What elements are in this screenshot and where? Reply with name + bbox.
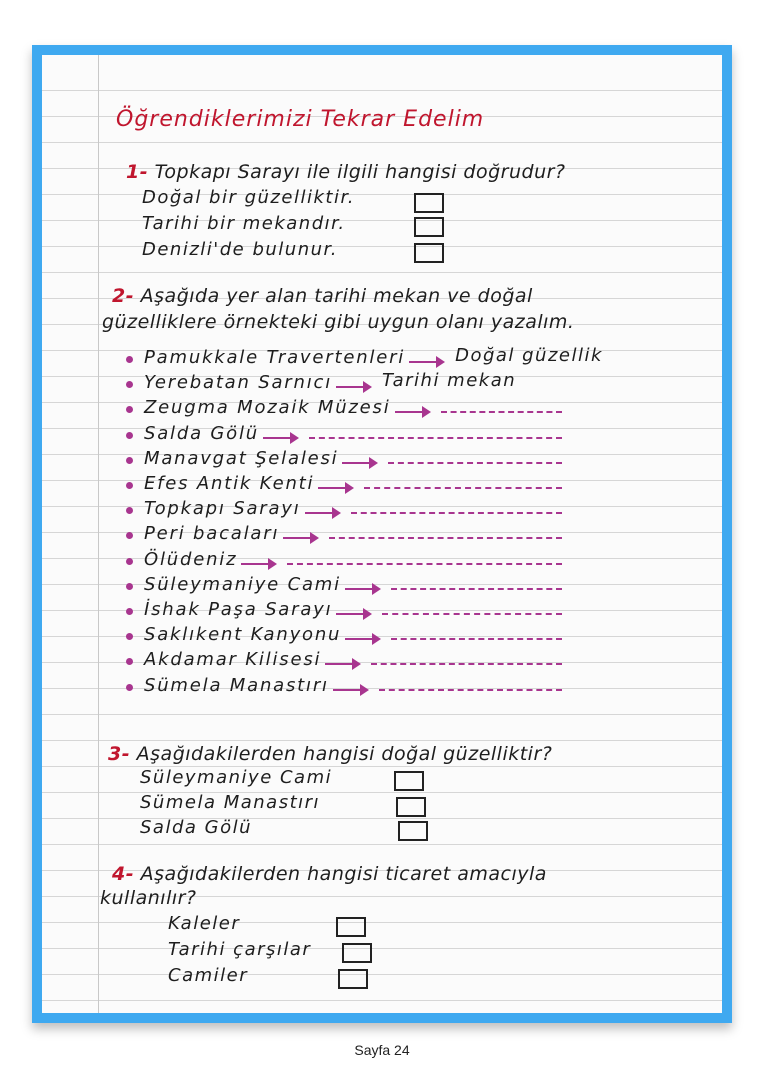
q2-item-label: Efes Antik Kenti bbox=[144, 473, 315, 494]
q4-option-3: Camiler bbox=[168, 965, 249, 986]
q4-checkbox-1[interactable] bbox=[336, 917, 366, 937]
q2-list-item bbox=[42, 624, 722, 649]
page-frame bbox=[32, 45, 732, 1023]
q1-checkbox-1[interactable] bbox=[414, 193, 444, 213]
q2-item-answer: Tarihi mekan bbox=[382, 370, 517, 392]
q2-item-label: Yerebatan Sarnıcı bbox=[144, 372, 333, 394]
answer-blank[interactable] bbox=[379, 689, 562, 693]
q2-item-label: Manavgat Şelalesi bbox=[144, 447, 339, 469]
q2-list-item bbox=[42, 448, 722, 473]
q2-item-label: Peri bacaları bbox=[144, 523, 280, 545]
question-4-text-line1: Aşağıdakilerden hangisi ticaret amacıyla bbox=[140, 863, 547, 885]
q3-checkbox-3[interactable] bbox=[398, 821, 428, 841]
page-number: Sayfa 24 bbox=[354, 1042, 410, 1058]
q1-checkbox-2[interactable] bbox=[414, 217, 444, 237]
q2-item-label: Süleymaniye Cami bbox=[144, 573, 341, 595]
q3-option-2: Sümela Manastırı bbox=[140, 792, 321, 813]
q2-list-item bbox=[42, 599, 722, 624]
q2-list-item bbox=[42, 423, 722, 448]
bullet-icon bbox=[126, 482, 133, 489]
bullet-icon bbox=[126, 457, 133, 464]
question-4-number: 4- bbox=[112, 863, 135, 885]
answer-blank[interactable] bbox=[287, 563, 562, 567]
arrow-right-icon bbox=[342, 462, 376, 464]
q2-item-label: Akdamar Kilisesi bbox=[144, 649, 322, 671]
arrow-right-icon bbox=[336, 386, 370, 388]
answer-blank[interactable] bbox=[391, 638, 562, 642]
bullet-icon bbox=[126, 684, 133, 691]
q2-item-label: Ölüdeniz bbox=[144, 548, 238, 570]
q2-item-label: Salda Gölü bbox=[144, 422, 260, 444]
q1-option-1: Doğal bir güzelliktir. bbox=[142, 187, 355, 208]
q2-item-label: Saklıkent Kanyonu bbox=[144, 624, 342, 646]
arrow-right-icon bbox=[325, 663, 359, 665]
worksheet-title: Öğrendiklerimizi Tekrar Edelim bbox=[116, 107, 485, 132]
question-1-text: Topkapı Sarayı ile ilgili hangisi doğrudur? bbox=[154, 161, 566, 183]
bullet-icon bbox=[126, 507, 133, 514]
arrow-right-icon bbox=[336, 613, 370, 615]
answer-blank[interactable] bbox=[364, 487, 562, 491]
q2-item-label: Sümela Manastırı bbox=[144, 674, 329, 696]
bullet-icon bbox=[126, 583, 133, 590]
q3-checkbox-1[interactable] bbox=[394, 771, 424, 791]
q3-option-1: Süleymaniye Cami bbox=[140, 767, 333, 788]
q4-checkbox-3[interactable] bbox=[338, 969, 368, 989]
answer-blank[interactable] bbox=[309, 437, 562, 441]
answer-blank[interactable] bbox=[371, 663, 562, 667]
notebook-paper bbox=[42, 55, 722, 1013]
bullet-icon bbox=[126, 406, 133, 413]
q2-item-label: İshak Paşa Sarayı bbox=[144, 599, 333, 620]
bullet-icon bbox=[126, 558, 133, 565]
arrow-right-icon bbox=[409, 361, 443, 363]
question-2-number: 2- bbox=[112, 285, 135, 307]
answer-blank[interactable] bbox=[441, 411, 562, 415]
q2-item-label: Pamukkale Travertenleri bbox=[144, 347, 406, 368]
q3-checkbox-2[interactable] bbox=[396, 797, 426, 817]
arrow-right-icon bbox=[263, 437, 297, 439]
arrow-right-icon bbox=[283, 537, 317, 539]
arrow-right-icon bbox=[318, 487, 352, 489]
q2-list-item bbox=[42, 372, 722, 397]
q2-list-item bbox=[42, 397, 722, 422]
q2-item-answer: Doğal güzellik bbox=[455, 345, 603, 366]
q1-checkbox-3[interactable] bbox=[414, 243, 444, 263]
q4-option-2: Tarihi çarşılar bbox=[168, 939, 312, 960]
arrow-right-icon bbox=[241, 563, 275, 565]
answer-blank[interactable] bbox=[391, 588, 562, 592]
arrow-right-icon bbox=[345, 638, 379, 640]
bullet-icon bbox=[126, 356, 133, 363]
arrow-right-icon bbox=[333, 689, 367, 691]
question-3-text: Aşağıdakilerden hangisi doğal güzelliktir? bbox=[136, 743, 553, 765]
answer-blank[interactable] bbox=[388, 462, 562, 466]
q2-list-item bbox=[42, 347, 722, 372]
question-4-text-line2: kullanılır? bbox=[100, 887, 197, 909]
question-2-text-line1: Aşağıda yer alan tarihi mekan ve doğal bbox=[140, 285, 533, 307]
q4-checkbox-2[interactable] bbox=[342, 943, 372, 963]
bullet-icon bbox=[126, 532, 133, 539]
q2-list-item bbox=[42, 549, 722, 574]
arrow-right-icon bbox=[305, 512, 339, 514]
q2-list-item bbox=[42, 649, 722, 674]
question-1-number: 1- bbox=[126, 161, 149, 183]
bullet-icon bbox=[126, 381, 133, 388]
q2-item-label: Topkapı Sarayı bbox=[144, 498, 301, 520]
question-2-text-line2: güzelliklere örnekteki gibi uygun olanı yazalım. bbox=[102, 311, 575, 333]
q2-list-item bbox=[42, 574, 722, 599]
arrow-right-icon bbox=[345, 588, 379, 590]
answer-blank[interactable] bbox=[351, 512, 562, 516]
question-2-line1 bbox=[112, 285, 533, 307]
bullet-icon bbox=[126, 608, 133, 615]
q1-option-2: Tarihi bir mekandır. bbox=[142, 213, 346, 234]
q2-list-item bbox=[42, 473, 722, 498]
arrow-right-icon bbox=[395, 411, 429, 413]
q1-option-3: Denizli'de bulunur. bbox=[142, 239, 338, 260]
q2-list-item bbox=[42, 523, 722, 548]
bullet-icon bbox=[126, 432, 133, 439]
question-1 bbox=[126, 161, 566, 183]
question-3-number: 3- bbox=[108, 743, 131, 765]
bullet-icon bbox=[126, 658, 133, 665]
q2-list-item bbox=[42, 498, 722, 523]
q4-option-1: Kaleler bbox=[168, 913, 241, 934]
question-4-line1 bbox=[112, 863, 547, 885]
q2-list-item bbox=[42, 675, 722, 700]
answer-blank[interactable] bbox=[329, 537, 562, 541]
question-3 bbox=[108, 743, 552, 765]
q3-option-3: Salda Gölü bbox=[140, 817, 253, 838]
answer-blank[interactable] bbox=[382, 613, 562, 617]
q2-item-label: Zeugma Mozaik Müzesi bbox=[144, 397, 391, 419]
bullet-icon bbox=[126, 633, 133, 640]
